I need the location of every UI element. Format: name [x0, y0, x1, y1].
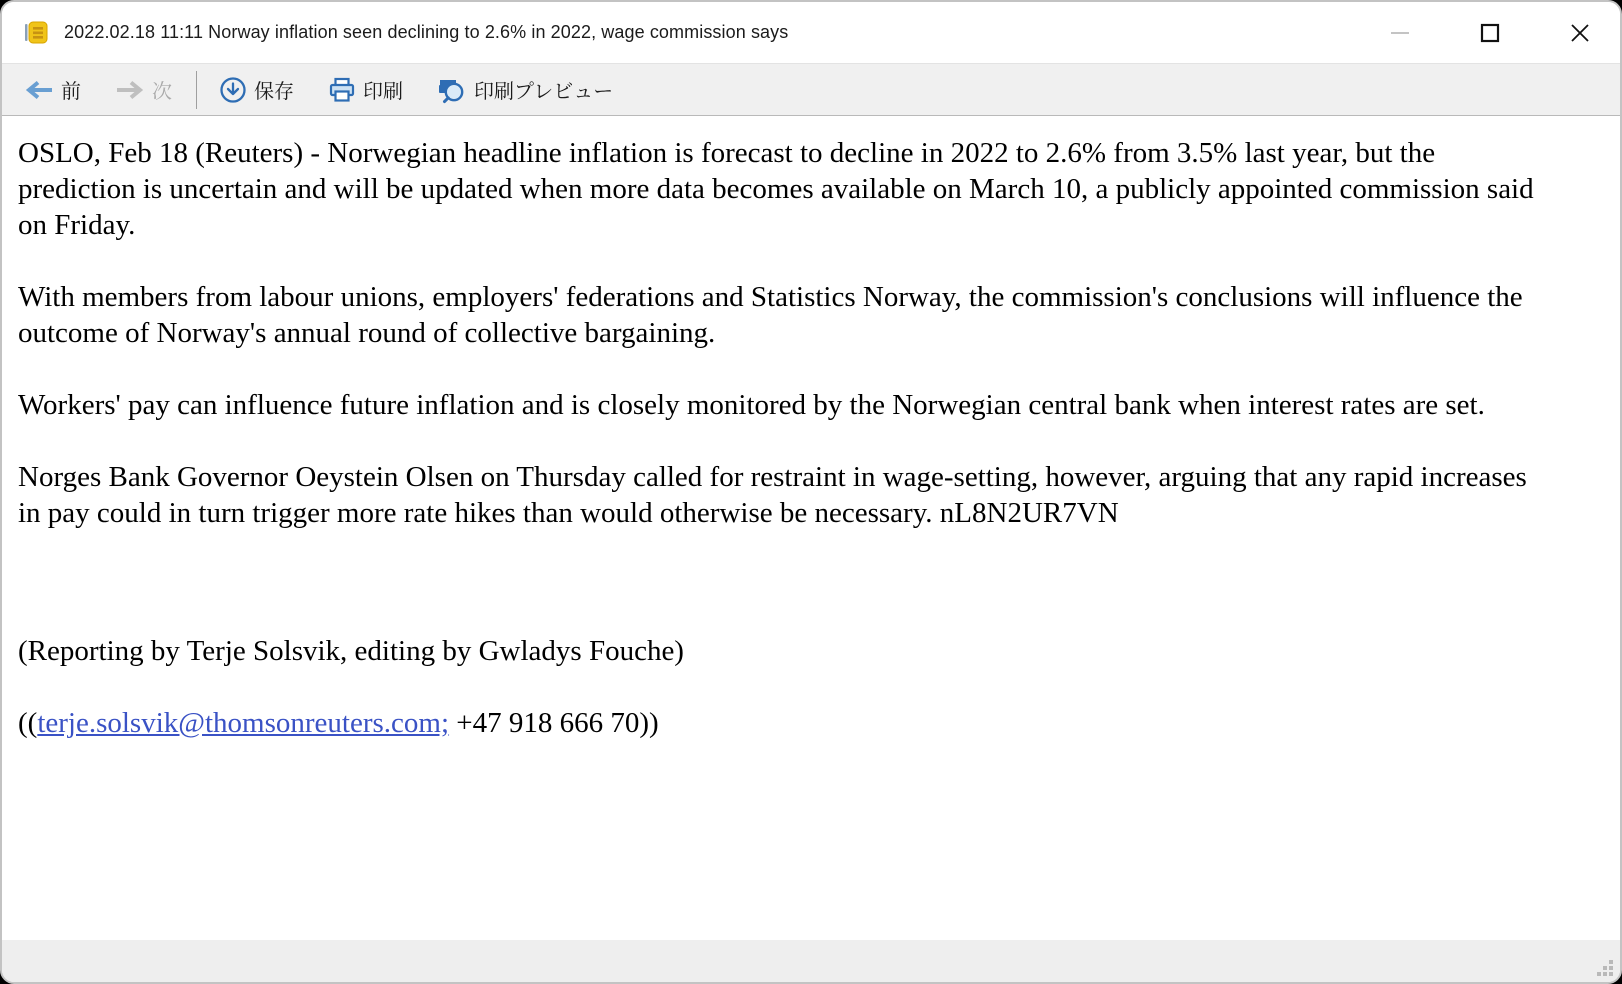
- save-label: 保存: [254, 81, 294, 103]
- window-title: 2022.02.18 11:11 Norway inflation seen declining to 2.6% in 2022, wage commission says: [64, 22, 789, 42]
- title-bar: [2, 2, 1620, 64]
- print-preview-icon: [437, 76, 467, 104]
- previous-label: 前: [61, 81, 81, 103]
- note-document-icon: [22, 18, 52, 48]
- printer-icon: [328, 76, 356, 104]
- maximize-button[interactable]: [1458, 8, 1522, 58]
- arrow-left-icon: [24, 79, 54, 101]
- close-icon: [1568, 21, 1592, 45]
- arrow-right-icon: [115, 79, 145, 101]
- article-body: [2, 116, 1620, 940]
- toolbar: [2, 64, 1620, 116]
- window-controls: [1342, 8, 1612, 58]
- print-button[interactable]: [320, 69, 411, 110]
- print-label: 印刷: [363, 81, 403, 103]
- article-paragraph: Norges Bank Governor Oeystein Olsen on Thursday called for restraint in wage-setting, however, arguing that any rapid increases in pay could in turn trigger more rate hikes than would otherwise be necessary. nL8N2UR7VN: [18, 461, 1527, 529]
- contact-prefix: ((: [18, 707, 38, 739]
- article-paragraph: Workers' pay can influence future inflation and is closely monitored by the Norwegian central bank when interest rates are set.: [18, 389, 1485, 421]
- toolbar-separator: [196, 71, 197, 109]
- close-button[interactable]: [1548, 8, 1612, 58]
- resize-grip-icon[interactable]: [1596, 959, 1614, 977]
- contact-suffix: +47 918 666 70)): [449, 707, 659, 739]
- byline: (Reporting by Terje Solsvik, editing by Gwladys Fouche): [18, 635, 684, 667]
- blank-space: [18, 567, 1550, 633]
- save-button[interactable]: [211, 69, 302, 110]
- previous-button[interactable]: [16, 69, 89, 110]
- save-download-icon: [219, 76, 247, 104]
- email-link[interactable]: terje.solsvik@thomsonreuters.com;: [37, 707, 450, 739]
- minimize-icon: [1389, 22, 1411, 44]
- article-paragraph: OSLO, Feb 18 (Reuters) - Norwegian headline inflation is forecast to decline in 2022 to 2.6% from 3.5% last year, but the prediction is uncertain and will be updated when more data becomes available on March 10, a publicly appointed commission said on Friday.: [18, 137, 1534, 241]
- next-button[interactable]: [107, 69, 180, 110]
- next-label: 次: [152, 81, 172, 103]
- status-bar: [2, 940, 1620, 982]
- article-paragraph: With members from labour unions, employers' federations and Statistics Norway, the commission's conclusions will influence the outcome of Norway's annual round of collective bargaining.: [18, 281, 1523, 349]
- minimize-button[interactable]: [1368, 8, 1432, 58]
- contact-line: [18, 705, 1548, 741]
- maximize-icon: [1479, 22, 1501, 44]
- print-preview-button[interactable]: [429, 69, 621, 110]
- print-preview-label: 印刷プレビュー: [474, 81, 614, 103]
